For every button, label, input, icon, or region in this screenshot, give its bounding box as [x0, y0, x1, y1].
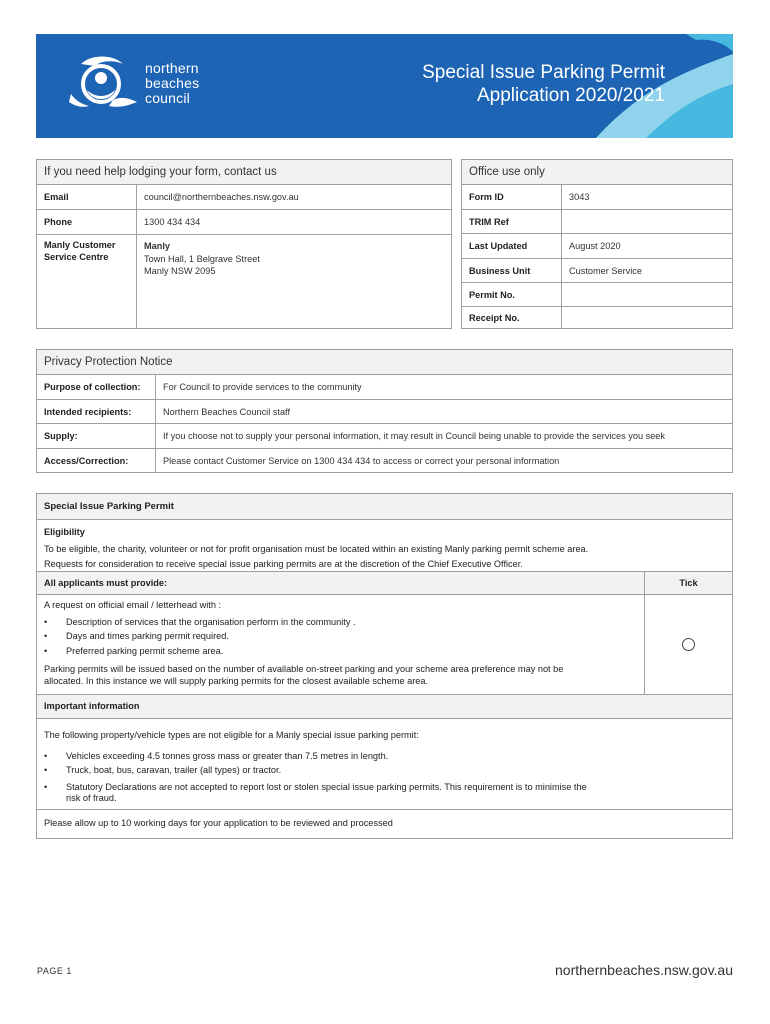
issue-note-line-2: allocated. In this instance we will supply parking permits for the closest available scheme area.	[44, 675, 429, 686]
request-row	[37, 595, 732, 695]
ineligible-item: • Vehicles exceeding 4.5 tonnes gross mass or greater than 7.5 metres in length.	[44, 749, 725, 764]
page-title-line-2: Application 2020/2021	[476, 85, 665, 106]
centre-address-line-1: Town Hall, 1 Belgrave Street	[144, 253, 260, 264]
office-row	[462, 259, 732, 283]
footer-url[interactable]: northernbeaches.nsw.gov.au	[555, 962, 733, 978]
office-row	[462, 307, 732, 329]
ineligible-block	[37, 719, 732, 810]
office-value: Customer Service	[569, 265, 643, 276]
important-label: Important information	[37, 695, 732, 719]
privacy-value: Please contact Customer Service on 1300 434 434 to access or correct your personal information	[163, 455, 560, 466]
office-heading: Office use only	[462, 160, 732, 185]
tick-radio[interactable]	[682, 638, 695, 651]
centre-name: Manly	[144, 241, 171, 251]
eligibility-line-1: To be eligible, the charity, volunteer or not for profit organisation must be located within an existing Manly parking permit scheme area.	[44, 543, 589, 554]
page-title-line-1: Special Issue Parking Permit	[422, 62, 665, 83]
privacy-label: Supply:	[37, 424, 156, 448]
office-label: Permit No.	[462, 283, 562, 306]
office-value	[562, 283, 576, 306]
privacy-label: Access/Correction:	[37, 449, 156, 472]
centre-address-line-2: Manly NSW 2095	[144, 266, 216, 276]
request-content	[37, 595, 645, 694]
logo-text-line-1: northern	[145, 60, 199, 76]
phone-label: Phone	[37, 210, 137, 234]
privacy-label: Purpose of collection:	[37, 375, 156, 399]
page-number: PAGE 1	[37, 966, 72, 976]
request-intro: A request on official email / letterhead with :	[44, 600, 222, 610]
centre-label	[37, 235, 137, 328]
office-label: Receipt No.	[462, 307, 562, 329]
council-logo-icon	[67, 54, 139, 112]
contact-row-centre	[37, 235, 451, 328]
privacy-heading: Privacy Protection Notice	[37, 350, 732, 375]
office-value	[562, 307, 576, 329]
office-label: Last Updated	[462, 234, 562, 258]
statutory-item	[44, 782, 725, 805]
office-label: TRIM Ref	[462, 210, 562, 233]
email-label: Email	[37, 185, 137, 209]
contact-row-phone	[37, 210, 451, 235]
centre-address	[137, 235, 267, 328]
office-row	[462, 283, 732, 307]
permit-heading: Special Issue Parking Permit	[37, 494, 732, 520]
request-item: • Preferred parking permit scheme area.	[44, 644, 637, 659]
eligibility-block	[37, 520, 732, 572]
contact-row-email	[37, 185, 451, 210]
office-use-table	[461, 159, 733, 329]
ineligible-item: • Truck, boat, bus, caravan, trailer (all types) or tractor.	[44, 763, 725, 778]
statutory-line-2: risk of fraud.	[66, 793, 117, 803]
request-item: • Description of services that the organisation perform in the community .	[44, 615, 637, 630]
privacy-row	[37, 375, 732, 400]
privacy-value: For Council to provide services to the community	[163, 382, 362, 392]
centre-label-line-1: Manly Customer	[44, 240, 116, 250]
phone-value: 1300 434 434	[144, 217, 201, 227]
office-row	[462, 234, 732, 259]
office-value	[562, 210, 576, 233]
centre-label-line-2: Service Centre	[44, 251, 109, 262]
tick-cell	[645, 595, 732, 694]
eligibility-title: Eligibility	[44, 527, 85, 537]
applicants-header-row	[37, 572, 732, 595]
privacy-row	[37, 449, 732, 472]
logo-text-line-3: council	[145, 90, 190, 106]
privacy-value: If you choose not to supply your personal information, it may result in Council being unable to provide the services you seek	[163, 431, 666, 441]
office-row	[462, 210, 732, 234]
privacy-table	[36, 349, 733, 473]
eligibility-line-2: Requests for consideration to receive special issue parking permits are at the discretion of the Chief Executive Officer.	[44, 558, 523, 569]
privacy-row	[37, 400, 732, 424]
office-row	[462, 185, 732, 210]
contact-table	[36, 159, 452, 329]
email-value[interactable]: council@northernbeaches.nsw.gov.au	[144, 192, 299, 202]
applicants-label: All applicants must provide:	[37, 572, 645, 594]
office-value: 3043	[569, 192, 590, 202]
request-item: • Days and times parking permit required.	[44, 629, 637, 644]
ineligible-intro: The following property/vehicle types are not eligible for a Manly special issue parking permit:	[44, 730, 419, 740]
issue-note-line-1: Parking permits will be issued based on the number of available on-street parking and your scheme area preference may not be	[44, 664, 564, 674]
contact-heading: If you need help lodging your form, contact us	[37, 160, 451, 185]
office-label: Business Unit	[462, 259, 562, 282]
privacy-label: Intended recipients:	[37, 400, 156, 423]
tick-label: Tick	[679, 577, 698, 588]
statutory-line-1: Statutory Declarations are not accepted to report lost or stolen special issue parking permits. This requirement is to minimise the	[66, 781, 587, 792]
logo-text-line-2: beaches	[145, 75, 200, 91]
office-value: August 2020	[569, 241, 621, 251]
processing-note: Please allow up to 10 working days for your application to be reviewed and processed	[44, 817, 393, 828]
permit-section	[36, 493, 733, 839]
privacy-row	[37, 424, 732, 449]
office-label: Form ID	[462, 185, 562, 209]
privacy-value: Northern Beaches Council staff	[163, 406, 290, 417]
